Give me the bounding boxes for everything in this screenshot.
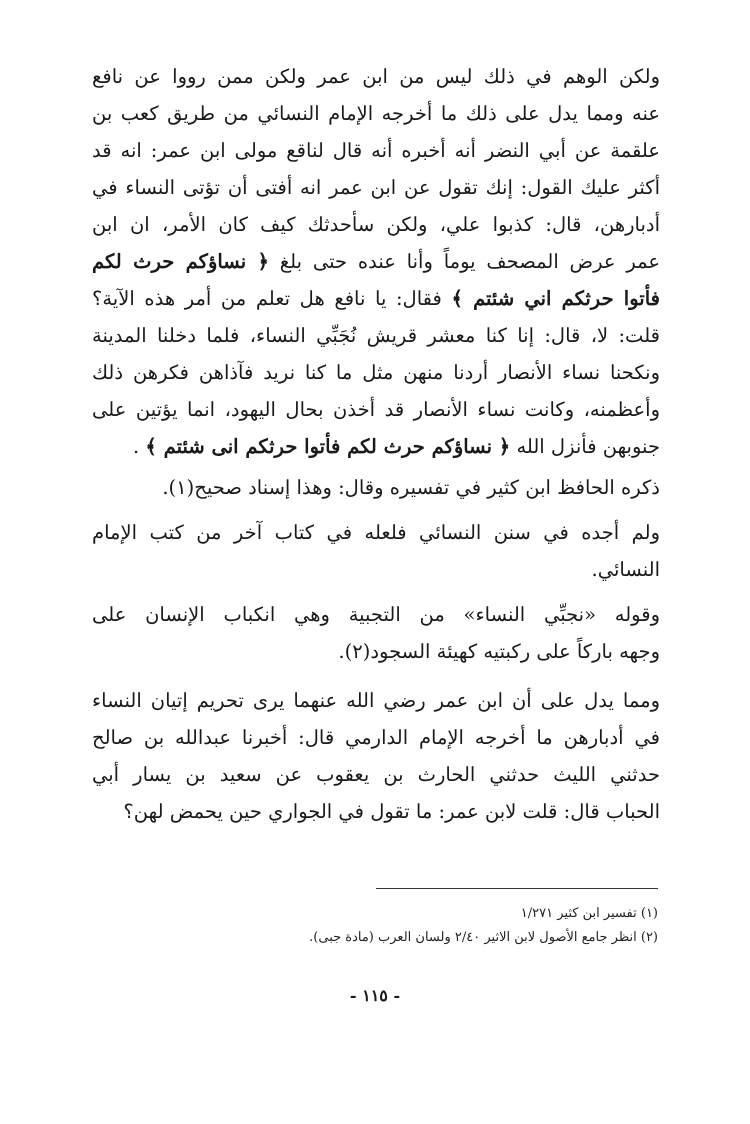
- text-line: قلت: لا، قال: إنا كنا معشر قريش نُجَبِّي النساء، فلما دخلنا المدينة: [92, 324, 660, 347]
- text-line: [92, 280, 660, 317]
- text-line: أدبارهن، قال: كذبوا علي، ولكن سأحدثك كيف كان الأمر، ان ابن: [92, 213, 660, 236]
- text-line: علقمة عن أبي النضر أنه أخبره أنه قال لناقع مولى ابن عمر: انه قد: [92, 139, 660, 162]
- quran-verse: فأتوا حرثكم اني شئتم ﴾: [451, 287, 660, 310]
- footnote-divider: [376, 888, 658, 889]
- text-line: ونكحنا نساء الأنصار أردنا منهن مثل ما كنا نريد فآذاهن فكرهن ذلك: [92, 361, 660, 384]
- text-line: الحباب قال: قلت لابن عمر: ما تقول في الجواري حين يحمض لهن؟: [123, 800, 660, 823]
- page-body: [92, 58, 660, 830]
- paragraph-tajbiya-definition: [92, 596, 660, 670]
- text-line: حدثني الليث حدثني الحارث بن يعقوب عن سعيد بن يسار أبي: [92, 763, 660, 786]
- page-number: - ١١٥ -: [349, 986, 401, 1005]
- footnotes: [90, 902, 658, 950]
- text-line: في أدبارهن ما أخرجه الإمام الدارمي قال: أخبرنا عبدالله بن صالح: [92, 726, 660, 749]
- paragraph-nasai-note: [92, 514, 660, 588]
- text-segment: جنوبهن فأنزل الله: [516, 435, 660, 458]
- paragraph-hadith-nafi: [92, 58, 660, 465]
- text-segment: .: [133, 435, 140, 458]
- quran-verse: ﴿ نساؤكم حرث لكم فأتوا حرثكم انى شئتم ﴾: [145, 435, 511, 458]
- text-line: [92, 243, 660, 280]
- text-line: ذكره الحافظ ابن كثير في تفسيره وقال: وهذا إسناد صحيح(١).: [162, 476, 660, 499]
- quran-verse: ﴿ نساؤكم حرث لكم: [92, 250, 269, 273]
- text-line: عنه ومما يدل على ذلك ما أخرجه الإمام النسائي من طريق كعب بن: [92, 102, 660, 125]
- text-line: ولكن الوهم في ذلك ليس من ابن عمر ولكن ممن رووا عن نافع: [92, 65, 660, 88]
- text-line: وقوله «نجبِّي النساء» من التجبية وهي انكباب الإنسان على: [92, 603, 660, 626]
- text-line: النسائي.: [591, 558, 660, 581]
- text-segment: فقال: يا نافع هل تعلم من أمر هذه الآية؟: [92, 287, 442, 310]
- footnote-2: (٢) انظر جامع الأصول لابن الاثير ٢/٤٠ ولسان العرب (مادة جبى).: [309, 930, 658, 945]
- paragraph-ibn-kathir: [92, 469, 660, 506]
- text-line: وأعظمنه، وكانت نساء الأنصار قد أخذن بحال اليهود، انما يؤتين على: [92, 398, 660, 421]
- paragraph-darimi: [92, 682, 660, 830]
- text-line: وجهه باركاً على ركبتيه كهيئة السجود(٢).: [338, 640, 660, 663]
- text-line: ومما يدل على أن ابن عمر رضي الله عنهما يرى تحريم إتيان النساء: [92, 689, 660, 712]
- text-line: أكثر عليك القول: إنك تقول عن ابن عمر انه أفتى أن تؤتى النساء في: [92, 176, 660, 199]
- text-segment: عمر عرض المصحف يوماً وأنا عنده حتى بلغ: [279, 250, 661, 273]
- footnote-1: (١) تفسير ابن كثير ١/٢٧١: [520, 906, 658, 921]
- text-line: [92, 428, 660, 465]
- text-line: ولم أجده في سنن النسائي فلعله في كتاب آخر من كتب الإمام: [92, 521, 660, 544]
